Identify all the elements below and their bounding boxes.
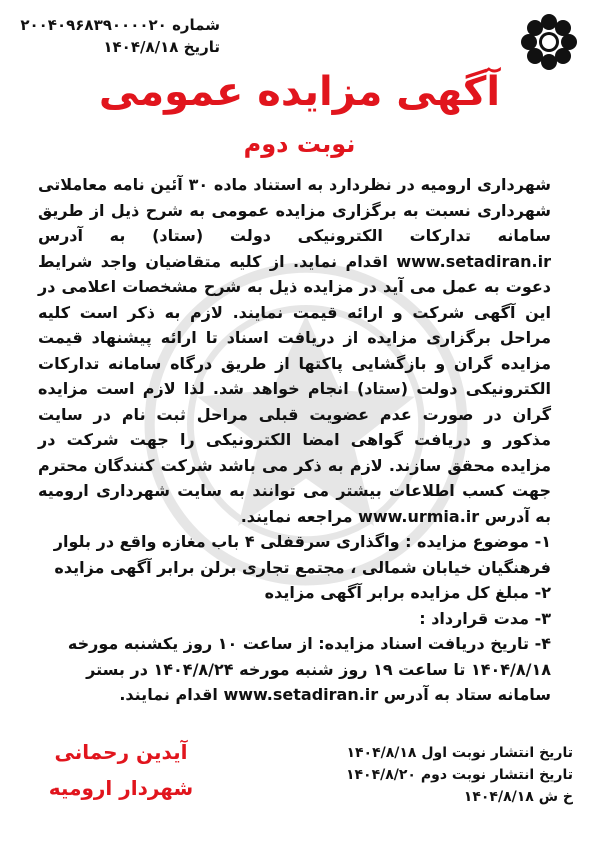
notice-body xyxy=(38,172,551,529)
date-label: تاریخ xyxy=(183,38,220,56)
page-subtitle: نوبت دوم xyxy=(243,130,356,158)
publication-dates xyxy=(346,742,573,808)
notice-page xyxy=(6,4,593,836)
publication-first: تاریخ انتشار نوبت اول ۱۴۰۴/۸/۱۸ xyxy=(346,745,573,761)
page-title: آگهی مزایده عمومی xyxy=(98,69,501,115)
notice-date xyxy=(20,36,220,58)
item-documents-date: ۴- تاریخ دریافت اسناد مزایده: از ساعت ۱۰ روز یکشنبه مورخه ۱۴۰۴/۸/۱۸ تا ساعت ۱۹ روز شنبه مورخه ۱۴۰۴/۸/۲۴ در بستر سامانه ستاد به آدرس www.setadiran.ir اقدام نمایند. xyxy=(67,634,551,704)
notice-number xyxy=(20,14,220,36)
item-duration: ۳- مدت قرارداد : xyxy=(419,608,551,628)
publication-code: خ ش ۱۴۰۴/۸/۱۸ xyxy=(463,789,573,805)
notice-meta xyxy=(20,14,220,58)
signature-block xyxy=(46,734,196,806)
auction-items xyxy=(38,529,551,708)
signer-name: آیدین رحمانی xyxy=(54,740,188,764)
number-value: ۲۰۰۴۰۹۶۸۳۹۰۰۰۰۲۰ xyxy=(20,16,167,34)
item-subject: ۱- موضوع مزایده : واگذاری سرقفلی ۴ باب مغازه واقع در بلوار فرهنگیان خیابان شمالی ، مجتمع تجاری برلن برابر آگهی مزایده xyxy=(53,532,551,577)
publication-second: تاریخ انتشار نوبت دوم ۱۴۰۴/۸/۲۰ xyxy=(345,767,573,783)
signer-role: شهردار ارومیه xyxy=(48,776,194,800)
item-amount: ۲- مبلغ کل مزایده برابر آگهی مزایده xyxy=(264,583,551,602)
date-value: ۱۴۰۴/۸/۱۸ xyxy=(103,38,179,56)
number-label: شماره xyxy=(172,16,220,34)
municipality-logo-icon xyxy=(517,10,581,74)
body-paragraph: شهرداری ارومیه در نظردارد به استناد ماده ۳۰ آئین نامه معاملاتی شهرداری نسبت به برگزاری مزایده عمومی به شرح ذیل از طریق سامانه تدارکات الکترونیکی دولت (ستاد) به آدرس www.setadiran.ir اقدام نماید. از کلیه متقاضیان واجد شرایط دعوت به عمل می آید در مزایده ذیل به شرح مشخصات اعلامی در این آگهی شرکت و ارائه قیمت نمایند. لازم به ذکر است کلیه مراحل برگزاری مزایده از دریافت اسناد تا ارائه پیشنهاد قیمت مزایده گران و بازگشایی پاکتها از طریق درگاه سامانه تدارکات الکترونیکی دولت (ستاد) انجام خواهد شد. لذا لازم است مزایده گران در صورت عدم عضویت قبلی مراحل ثبت نام در سایت مذکور و دریافت گواهی امضا الکترونیکی را جهت شرکت در مزایده محقق سازند. لازم به ذکر می باشد شرکت کنندگان محترم جهت کسب اطلاعات بیشتر می توانند به سایت شهرداری ارومیه به آدرس www.urmia.ir مراجعه نمایند. xyxy=(38,175,552,526)
